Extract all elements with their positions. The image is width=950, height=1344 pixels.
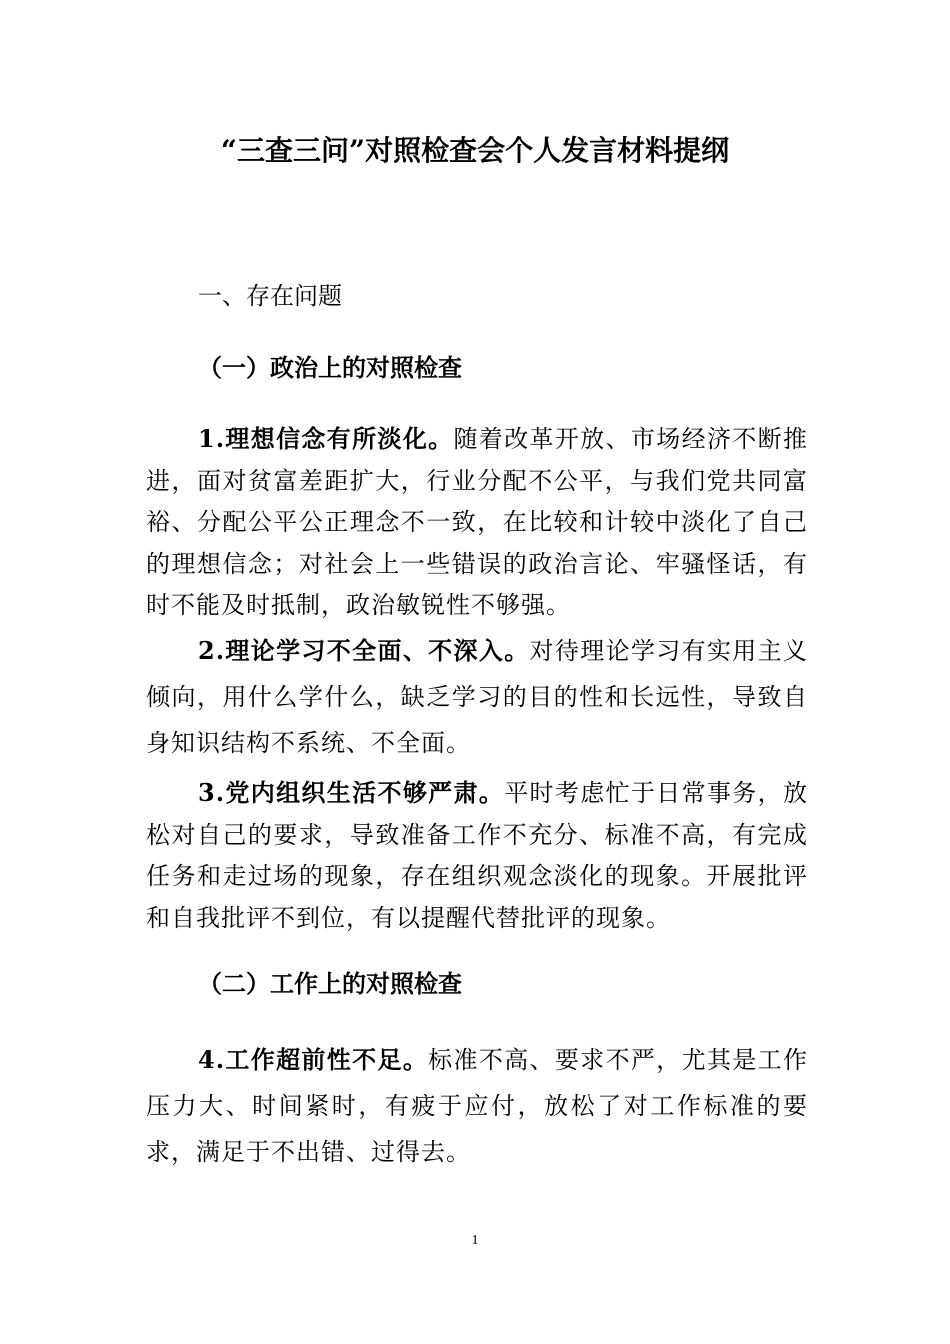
paragraph-item-2 [146,628,808,766]
paragraph-body: 标准不高、要求不严，尤其是工作压力大、时间紧时，有疲于应付，放松了对工作标准的要求，满足于不出错、过得去。 [146,1046,809,1166]
paragraph-body: 随着改革开放、市场经济不断推进，面对贫富差距扩大，行业分配不公平，与我们党共同富裕、分配公平公正理念不一致，在比较和计较中淡化了自己的理想信念；对社会上一些错误的政治言论、牢骚怪话，有时不能及时抵制，政治敏锐性不够强。 [146,425,809,619]
section-heading: 一、存在问题 [198,282,342,310]
page-number: 1 [471,1233,479,1248]
paragraph-lead: 3.党内组织生活不够严肃。 [198,778,505,807]
document-title: “三查三问”对照检查会个人发言材料提纲 [220,134,730,167]
paragraph-body: 平时考虑忙于日常事务，放松对自己的要求，导致准备工作不充分、标准不高，有完成任务和走过场的现象，存在组织观念淡化的现象。开展批评和自我批评不到位，有以提醒代替批评的现象。 [146,779,808,932]
paragraph-item-4 [146,1037,808,1175]
paragraph-lead: 4.工作超前性不足。 [198,1045,429,1074]
paragraph-lead: 2.理论学习不全面、不深入。 [198,636,530,665]
paragraph-item-3 [146,772,808,939]
subsection-heading-work: （二）工作上的对照检查 [198,969,462,998]
subsection-heading-political: （一）政治上的对照检查 [198,353,462,382]
paragraph-lead: 1.理想信念有所淡化。 [198,424,454,453]
paragraph-item-1 [146,418,808,627]
paragraph-body: 对待理论学习有实用主义倾向，用什么学什么，缺乏学习的目的性和长远性，导致自身知识结构不系统、不全面。 [146,637,808,757]
